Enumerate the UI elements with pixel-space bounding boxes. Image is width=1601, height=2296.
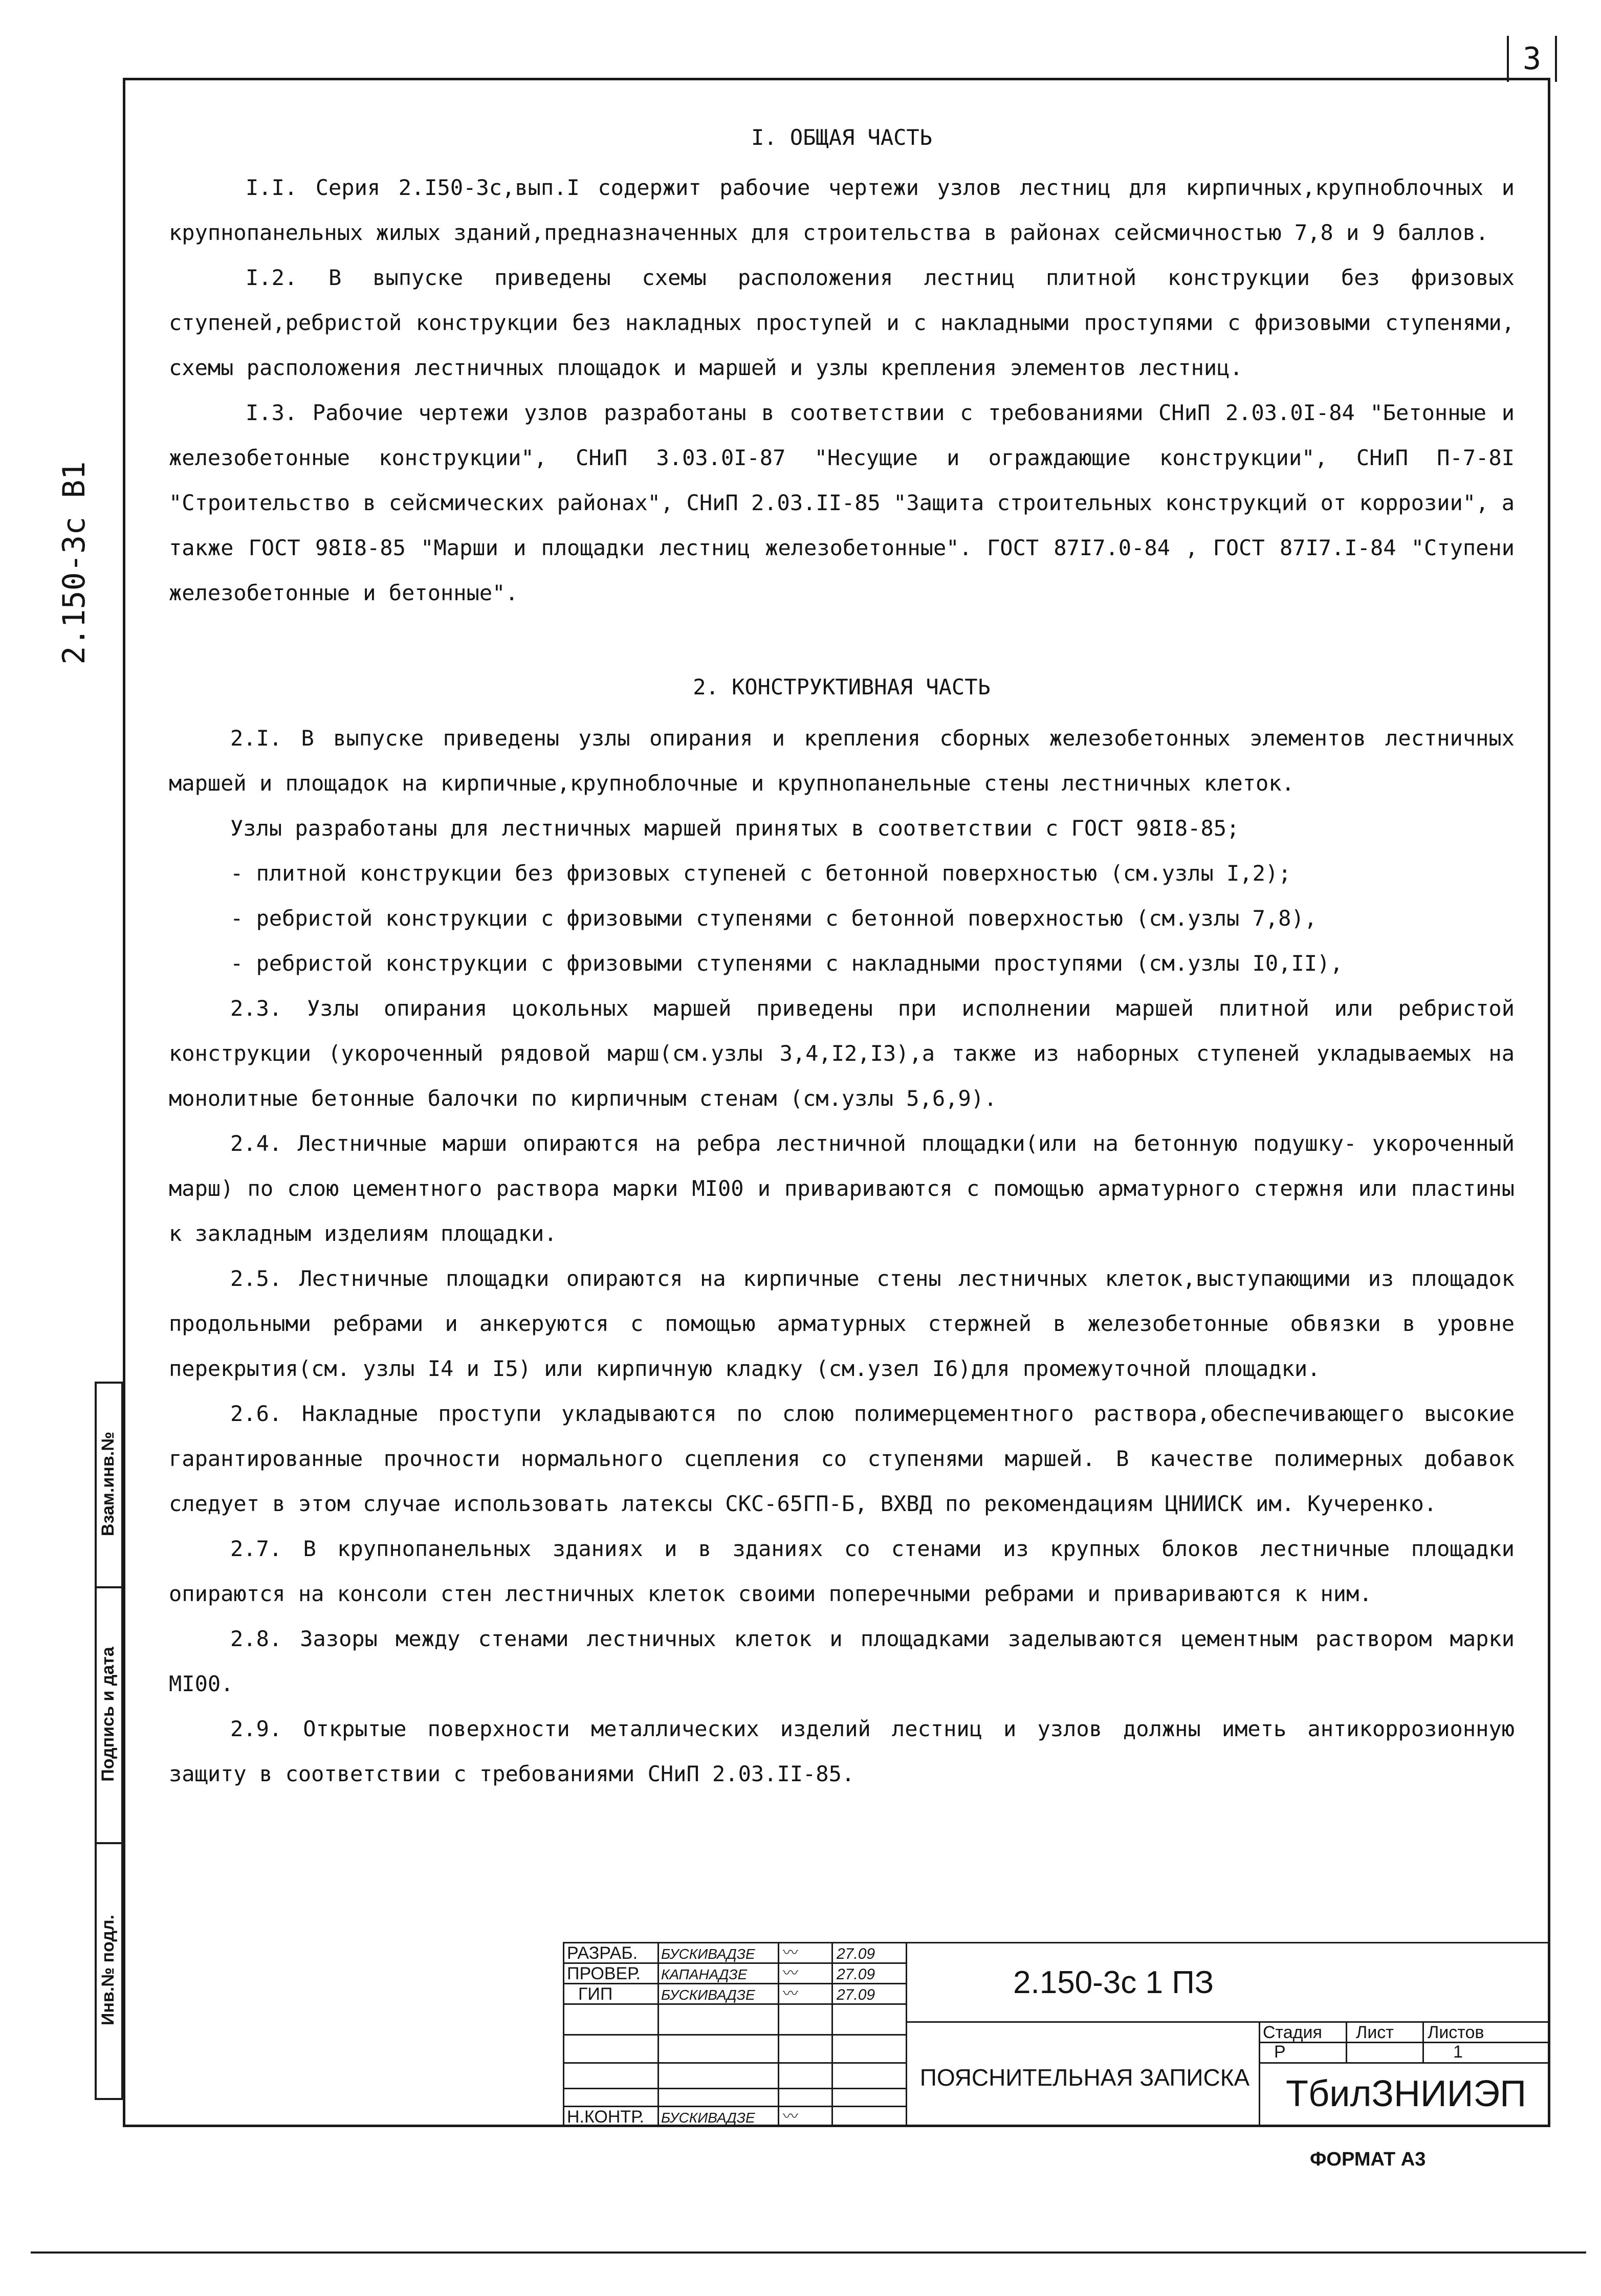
sheet-number: 3	[1522, 41, 1542, 77]
tb-role: ГИП	[578, 1984, 613, 2004]
tb-role: ПРОВЕР.	[567, 1964, 641, 1983]
tb-hline	[563, 2034, 906, 2036]
stamp-inv-podl: Инв.№ подл.	[98, 1914, 118, 2026]
paragraph-2-5: 2.5. Лестничные площадки опираются на кирпичные стены лестничных клеток,выступающими из площадок продольными ребрами и анкеруются с помощью арматурных стержней в железобетонные обвязки в уровне перекрытия(см. узлы I4 и I5) или кирпичную кладку (см.узел I6)для промежуточной площадки.	[169, 1266, 1515, 1381]
section-1-title: I. ОБЩАЯ ЧАСТЬ	[751, 125, 932, 150]
tb-date: 27.09	[837, 1945, 875, 1962]
stage-label: Стадия	[1263, 2023, 1322, 2042]
tb-row-prover	[567, 1962, 641, 1985]
format-label: ФОРМАТ А3	[1310, 2149, 1426, 2170]
tb-vline	[1259, 2021, 1260, 2127]
paragraph-2-9: 2.9. Открытые поверхности металлических изделий лестниц и узлов должны иметь антикоррозионную защиту в соответствии с требованиями СНиП 2.03.II-85.	[169, 1716, 1515, 1786]
tb-date: 27.09	[837, 1986, 875, 2003]
paragraph-2-6: 2.6. Накладные проступи укладываются по слою полимерцементного раствора,обеспечивающего высокие гарантированные прочности нормального сцепления со ступенями маршей. В качестве полимерных добавок следует в этом случае использовать латексы СКС-65ГП-Б, ВХВД по рекомендациям ЦНИИСК им. Кучеренко.	[169, 1401, 1515, 1516]
stamp-bottom	[95, 2098, 123, 2100]
sheet-number-box	[1507, 36, 1557, 82]
stamp-podpis-data: Подпись и дата	[98, 1647, 118, 1782]
tb-name: КАПАНАДЗЕ	[661, 1966, 748, 1982]
paragraph-2-1b: Узлы разработаны для лестничных маршей принятых в соответствии с ГОСТ 98I8-85;	[230, 816, 1240, 841]
tb-vline	[906, 1942, 907, 2127]
organization: ТбилЗНИИЭП	[1286, 2073, 1526, 2114]
signature-scribble: 〰	[783, 1985, 798, 2002]
tb-name: БУСКИВАДЗЕ	[661, 1987, 755, 2003]
tb-name: БУСКИВАДЗЕ	[661, 1946, 755, 1962]
paragraph-2-7: 2.7. В крупнопанельных зданиях и в зданиях со стенами из крупных блоков лестничные площадки опираются на консоли стен лестничных клеток своими поперечными ребрами и привариваются к ним.	[169, 1536, 1515, 1606]
stamp-vzam-inv: Взам.инв.№	[98, 1431, 118, 1537]
tb-name: БУСКИВАДЗЕ	[661, 2110, 755, 2126]
paragraph-1-1: I.I. Серия 2.I50-3с,вып.I содержит рабочие чертежи узлов лестниц для кирпичных,крупноблочных и крупнопанельных жилых зданий,предназначенных для строительства в районах сейсмичностью 7,8 и 9 баллов.	[169, 175, 1515, 245]
tb-row-gip	[578, 1983, 612, 2005]
list-item: - плитной конструкции без фризовых ступеней с бетонной поверхностью (см.узлы I,2);	[230, 861, 1291, 886]
document-code: 2.150-3с 1 ПЗ	[1013, 1965, 1214, 2000]
frame-right	[1548, 78, 1550, 2127]
list-item: - ребристой конструкции с фризовыми ступенями с бетонной поверхностью (см.узлы 7,8),	[230, 906, 1318, 931]
cut-line	[31, 2251, 1586, 2254]
document-body	[169, 115, 1515, 1797]
list-item: - ребристой конструкции с фризовыми ступенями с накладными проступями (см.узлы I0,II),	[230, 951, 1343, 976]
paragraph-2-8: 2.8. Зазоры между стенами лестничных клеток и площадками заделываются цементным раствором марки МI00.	[169, 1626, 1515, 1696]
signature-scribble: 〰	[783, 1965, 798, 1982]
paragraph-2-1: 2.I. В выпуске приведены узлы опирания и крепления сборных железобетонных элементов лестничных маршей и площадок на кирпичные,крупноблочные и крупнопанельные стены лестничных клеток.	[169, 726, 1515, 796]
sheets-value: 1	[1453, 2042, 1463, 2062]
tb-role: РАЗРАБ.	[567, 1943, 638, 1963]
signature-scribble: 〰	[783, 1944, 798, 1961]
tb-vline	[1346, 2021, 1347, 2062]
paragraph-1-2: I.2. В выпуске приведены схемы расположения лестниц плитной конструкции без фризовых ступеней,ребристой конструкции без накладных проступей и с накладными проступями с фризовыми ступенями, схемы расположения лестничных площадок и маршей и узлы крепления элементов лестниц.	[169, 265, 1515, 380]
tb-hline	[563, 2062, 906, 2064]
side-document-code: 2.150-3с В1	[56, 461, 92, 665]
tb-row-razrab	[567, 1942, 638, 1964]
sheets-label: Листов	[1428, 2023, 1484, 2042]
frame-top	[123, 78, 1550, 80]
paragraph-2-4: 2.4. Лестничные марши опираются на ребра лестничной площадки(или на бетонную подушку- укороченный марш) по слою цементного раствора марки МI00 и привариваются с помощью арматурного стержня или пластины к закладным изделиям площадки.	[169, 1131, 1515, 1246]
tb-vline	[1422, 2021, 1424, 2062]
signature-scribble: 〰	[783, 2108, 798, 2125]
sheet-label: Лист	[1356, 2023, 1394, 2042]
tb-row-nkontr	[567, 2106, 644, 2128]
tb-hline	[563, 2088, 906, 2089]
document-title: ПОЯСНИТЕЛЬНАЯ ЗАПИСКА	[919, 2064, 1250, 2091]
section-2-title: 2. КОНСТРУКТИВНАЯ ЧАСТЬ	[693, 674, 991, 699]
tb-date: 27.09	[837, 1966, 875, 1983]
tb-role: Н.КОНТР.	[567, 2107, 644, 2127]
paragraph-2-3: 2.3. Узлы опирания цокольных маршей приведены при исполнении маршей плитной или ребристой конструкции (укороченный рядовой марш(см.узлы 3,4,I2,I3),а также из наборных ступеней укладываемых на монолитные бетонные балочки по кирпичным стенам (см.узлы 5,6,9).	[169, 996, 1515, 1111]
stage-value: Р	[1274, 2042, 1286, 2062]
paragraph-1-3: I.3. Рабочие чертежи узлов разработаны в соответствии с требованиями СНиП 2.03.0I-84 "Бетонные и железобетонные конструкции", СНиП 3.03.0I-87 "Несущие и ограждающие конструкции", СНиП П-7-8I "Строительство в сейсмических районах", СНиП 2.03.II-85 "Защита строительных конструкций от коррозии", а также ГОСТ 98I8-85 "Марши и площадки лестниц железобетонные". ГОСТ 87I7.0-84 , ГОСТ 87I7.I-84 "Ступени железобетонные и бетонные".	[169, 400, 1515, 605]
